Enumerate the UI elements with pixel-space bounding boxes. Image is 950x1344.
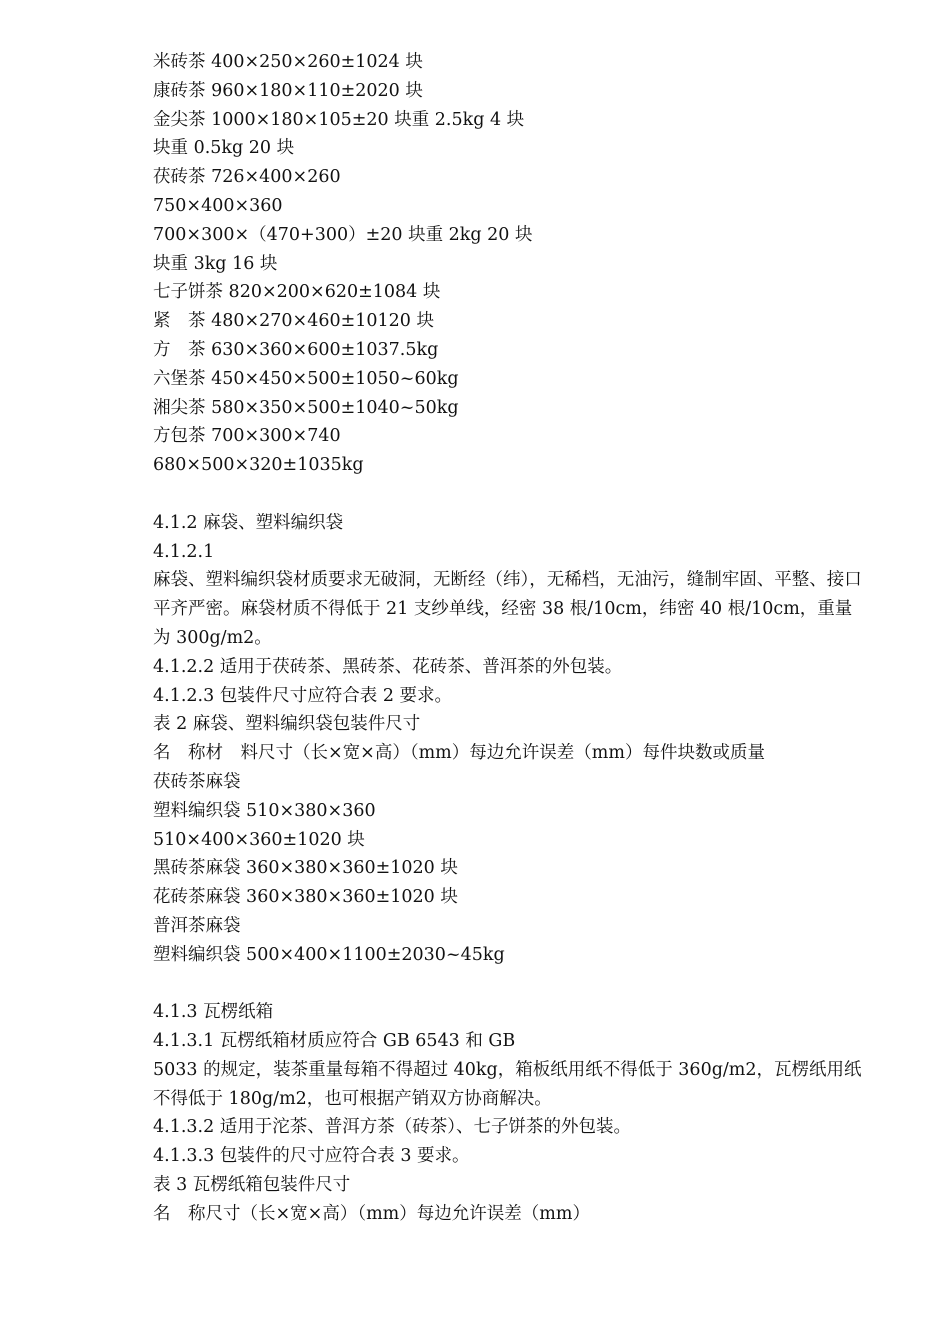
table-row: 花砖茶麻袋 360×380×360±1020 块 xyxy=(153,887,458,908)
table-row: 茯砖茶 726×400×260 xyxy=(153,167,341,188)
section-4-1-3 xyxy=(153,998,868,1228)
table-header: 名 称材 料尺寸（长×宽×高）（mm）每边允许误差（mm）每件块数或质量 xyxy=(153,743,765,764)
table-row: 六堡茶 450×450×500±1050~60kg xyxy=(153,368,459,389)
table-row: 块重 0.5kg 20 块 xyxy=(153,138,295,159)
table-title: 表 2 麻袋、塑料编织袋包装件尺寸 xyxy=(153,714,421,735)
table-row: 方包茶 700×300×740 xyxy=(153,426,341,447)
table-row: 680×500×320±1035kg xyxy=(153,455,364,476)
table-row: 方 茶 630×360×600±1037.5kg xyxy=(153,339,439,360)
document-page xyxy=(153,48,868,1229)
spacer xyxy=(153,480,868,509)
spacer xyxy=(153,970,868,999)
table-header: 名 称尺寸（长×宽×高）（mm）每边允许误差（mm） xyxy=(153,1203,590,1224)
table-row: 七子饼茶 820×200×620±1084 块 xyxy=(153,282,441,303)
table-row: 米砖茶 400×250×260±1024 块 xyxy=(153,52,423,72)
table-row: 金尖茶 1000×180×105±20 块重 2.5kg 4 块 xyxy=(153,109,525,130)
table-row: 510×400×360±1020 块 xyxy=(153,829,365,850)
table-1-continuation xyxy=(153,48,868,480)
clause-text: 4.1.2.3 包装件尺寸应符合表 2 要求。 xyxy=(153,685,453,706)
table-row: 750×400×360 xyxy=(153,195,283,216)
table-row: 茯砖茶麻袋 xyxy=(153,771,241,792)
table-row: 普洱茶麻袋 xyxy=(153,915,241,936)
table-row: 塑料编织袋 510×380×360 xyxy=(153,800,376,821)
table-row: 块重 3kg 16 块 xyxy=(153,253,278,274)
section-heading: 4.1.3 瓦楞纸箱 xyxy=(153,1002,274,1023)
clause-text: 4.1.3.3 包装件的尺寸应符合表 3 要求。 xyxy=(153,1146,470,1167)
clause-paragraph: 5033 的规定，装茶重量每箱不得超过 40kg，箱板纸用纸不得低于 360g/m2，瓦楞纸用纸不得低于 180g/m2，也可根据产销双方协商解决。 xyxy=(153,1059,862,1109)
section-heading: 4.1.2 麻袋、塑料编织袋 xyxy=(153,512,344,533)
section-4-1-2 xyxy=(153,509,868,970)
clause-text: 4.1.3.1 瓦楞纸箱材质应符合 GB 6543 和 GB xyxy=(153,1031,516,1052)
table-title: 表 3 瓦楞纸箱包装件尺寸 xyxy=(153,1175,351,1196)
table-row: 黑砖茶麻袋 360×380×360±1020 块 xyxy=(153,858,458,879)
clause-paragraph: 麻袋、塑料编织袋材质要求无破洞，无断经（纬），无稀档，无油污，缝制牢固、平整、接口平齐严密。麻袋材质不得低于 21 支纱单线，经密 38 根/10cm，纬密 40 根/10cm，重量为 300g/m2。 xyxy=(153,570,862,648)
table-row: 700×300×（470+300）±20 块重 2kg 20 块 xyxy=(153,224,533,245)
clause-number: 4.1.2.1 xyxy=(153,541,215,562)
table-row: 康砖茶 960×180×110±2020 块 xyxy=(153,80,423,101)
table-row: 塑料编织袋 500×400×1100±2030~45kg xyxy=(153,944,505,965)
clause-text: 4.1.3.2 适用于沱茶、普洱方茶（砖茶）、七子饼茶的外包装。 xyxy=(153,1117,632,1138)
table-row: 湘尖茶 580×350×500±1040~50kg xyxy=(153,397,459,418)
clause-text: 4.1.2.2 适用于茯砖茶、黑砖茶、花砖茶、普洱茶的外包装。 xyxy=(153,656,623,677)
table-row: 紧 茶 480×270×460±10120 块 xyxy=(153,311,434,332)
